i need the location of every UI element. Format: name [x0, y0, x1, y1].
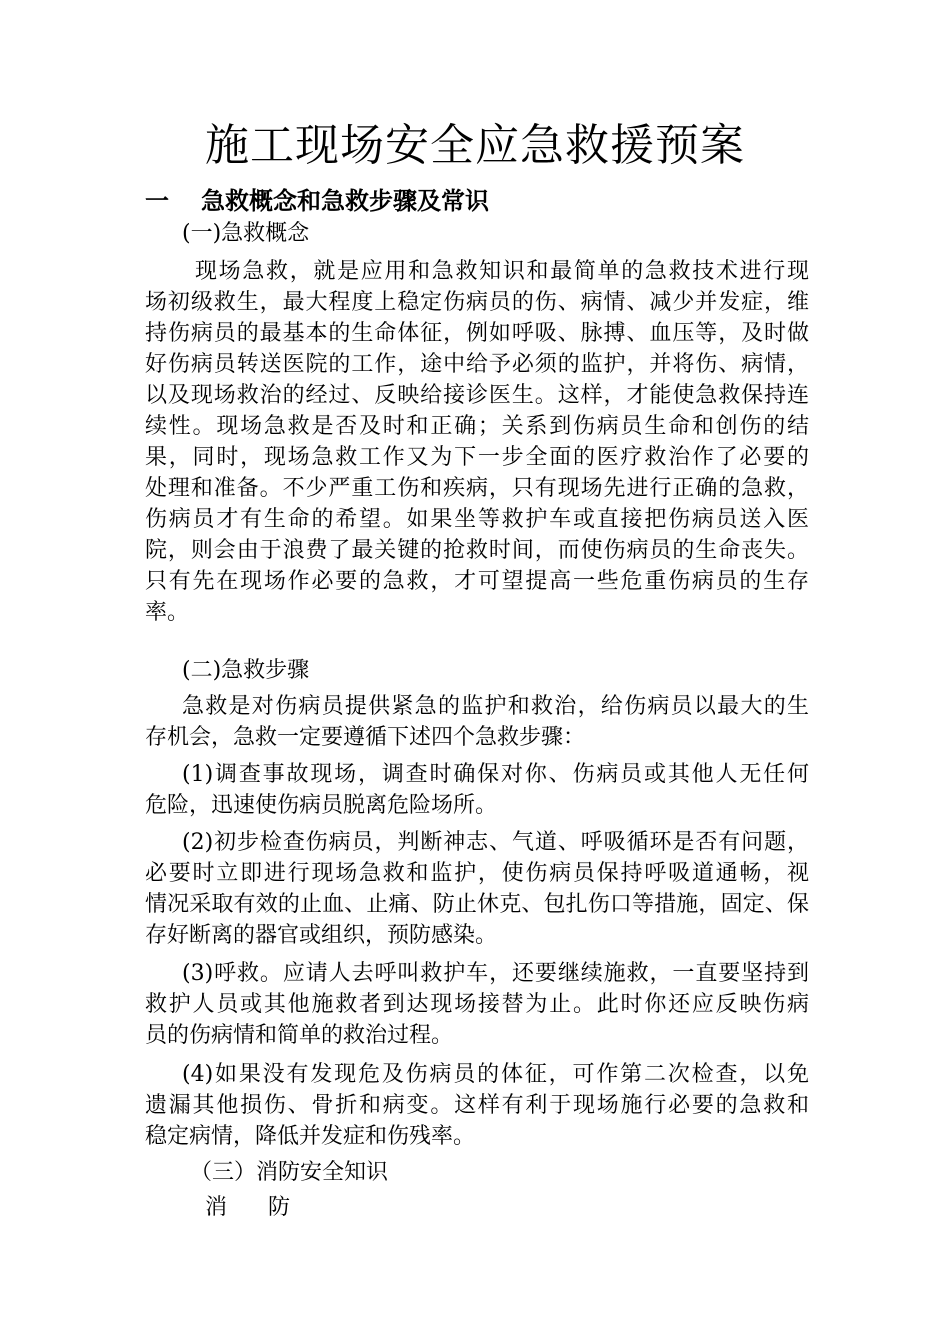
section-number: 一	[145, 187, 169, 215]
paragraph-line: 现场急救，就是应用和急救知识和最简单的急救技术进行现	[195, 259, 809, 284]
heading-fragment: 防	[268, 1195, 291, 1220]
page-title: 施工现场安全应急救援预案	[205, 120, 745, 171]
step-line: (2)初步检查伤病员，判断神志、气道、呼吸循环是否有问题，	[182, 830, 809, 855]
paragraph-line: 持伤病员的最基本的生命体征，例如呼吸、脉搏、血压等，及时做	[145, 321, 809, 346]
paragraph-line: 以及现场救治的经过、反映给接诊医生。这样，才能使急救保持连	[145, 383, 809, 408]
paragraph-line: 好伤病员转送医院的工作，途中给予必须的监护，并将伤、病情，	[145, 352, 809, 377]
paragraph-line: 伤病员才有生命的希望。如果坐等救护车或直接把伤病员送入医	[145, 507, 809, 532]
step-line: 稳定病情，降低并发症和伤残率。	[145, 1124, 476, 1149]
paragraph-line: 场初级救生，最大程度上稳定伤病员的伤、病情、减少并发症，维	[145, 290, 809, 315]
step-line: 救护人员或其他施救者到达现场接替为止。此时你还应反映伤病	[145, 992, 809, 1017]
subsection-heading-fire-safety: （三）消防安全知识	[190, 1160, 389, 1185]
paragraph-line: 急救是对伤病员提供紧急的监护和救治，给伤病员以最大的生	[182, 694, 809, 719]
paragraph-line: 果，同时，现场急救工作又为下一步全面的医疗救治作了必要的	[145, 445, 809, 470]
paragraph-line: 存机会，急救一定要遵循下述四个急救步骤：	[145, 725, 586, 750]
subsection-heading-steps: (二)急救步骤	[182, 658, 310, 683]
heading-fragment: 消	[205, 1195, 228, 1220]
step-line: 危险，迅速使伤病员脱离危险场所。	[145, 793, 498, 818]
step-line: 存好断离的器官或组织，预防感染。	[145, 923, 498, 948]
subsection-heading-concept: (一)急救概念	[182, 221, 310, 246]
step-line: 员的伤病情和简单的救治过程。	[145, 1023, 454, 1048]
paragraph-line: 处理和准备。不少严重工伤和疾病，只有现场先进行正确的急救，	[145, 476, 809, 501]
paragraph-line: 院，则会由于浪费了最关键的抢救时间，而使伤病员的生命丧失。	[145, 538, 809, 563]
step-line: (1)调查事故现场，调查时确保对你、伤病员或其他人无任何	[182, 762, 809, 787]
paragraph-line: 率。	[145, 600, 190, 625]
paragraph-line: 续性。现场急救是否及时和正确；关系到伤病员生命和创伤的结	[145, 414, 809, 439]
step-line: 遗漏其他损伤、骨折和病变。这样有利于现场施行必要的急救和	[145, 1093, 809, 1118]
paragraph-line: 只有先在现场作必要的急救，才可望提高一些危重伤病员的生存	[145, 569, 809, 594]
step-line: (3)呼救。应请人去呼叫救护车，还要继续施救，一直要坚持到	[182, 961, 809, 986]
step-line: 情况采取有效的止血、止痛、防止休克、包扎伤口等措施，固定、保	[145, 892, 809, 917]
section-heading	[145, 184, 489, 218]
step-line: 必要时立即进行现场急救和监护，使伤病员保持呼吸道通畅，视	[145, 861, 809, 886]
section-heading-text: 急救概念和急救步骤及常识	[201, 187, 489, 215]
step-line: (4)如果没有发现危及伤病员的体征，可作第二次检查，以免	[182, 1062, 809, 1087]
